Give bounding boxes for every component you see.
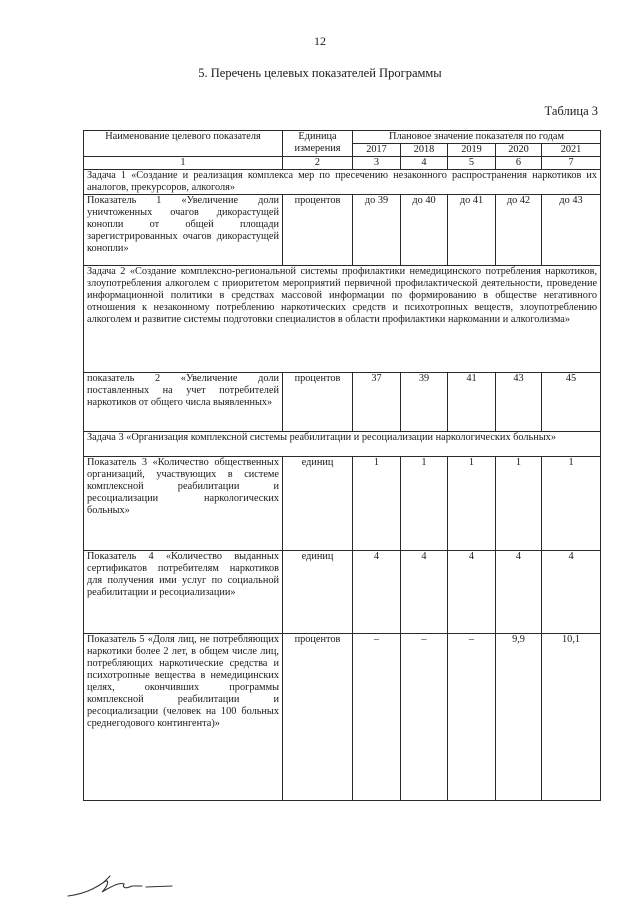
col-number: 3 bbox=[353, 157, 401, 170]
indicator-row bbox=[84, 195, 601, 266]
indicator-row bbox=[84, 373, 601, 432]
indicator-1-value: до 43 bbox=[542, 195, 601, 266]
task-row bbox=[84, 266, 601, 373]
col-plan-header: Плановое значение показателя по годам bbox=[353, 131, 601, 144]
col-number: 2 bbox=[283, 157, 353, 170]
indicator-1-value: до 41 bbox=[448, 195, 496, 266]
col-number: 1 bbox=[84, 157, 283, 170]
indicator-row bbox=[84, 457, 601, 551]
indicator-3-value: 1 bbox=[542, 457, 601, 551]
indicator-3-unit: единиц bbox=[283, 457, 353, 551]
year-cell: 2021 bbox=[542, 144, 601, 157]
indicator-5-unit: процентов bbox=[283, 634, 353, 801]
indicator-2-value: 45 bbox=[542, 373, 601, 432]
year-cell: 2019 bbox=[448, 144, 496, 157]
indicator-1-name: Показатель 1 «Увеличение доли уничтоженных очагов дикорастущей конопли от общей площади зарегистрированных очагов дикорастущей конопли» bbox=[84, 195, 283, 266]
header-row bbox=[84, 131, 601, 144]
indicator-3-name: Показатель 3 «Количество общественных организаций, участвующих в системе комплексной реабилитации и ресоциализации наркологических больных» bbox=[84, 457, 283, 551]
indicator-4-unit: единиц bbox=[283, 551, 353, 634]
indicator-5-value: 9,9 bbox=[496, 634, 542, 801]
task-2: Задача 2 «Создание комплексно-региональной системы профилактики немедицинского потребления наркотиков, злоупотребления алкоголем с приоритетом мероприятий первичной профилактической деятельности, проведение информационной политики в средствах массовой информации по формированию в обществе негативного отношения к незаконному потреблению наркотических средств и психотропных веществ, злоупотреблению алкоголем и развитие системы подготовки специалистов в области профилактики наркомании и алкоголизма» bbox=[84, 266, 601, 373]
indicator-3-value: 1 bbox=[401, 457, 448, 551]
indicator-4-value: 4 bbox=[353, 551, 401, 634]
signature-mark bbox=[66, 874, 176, 900]
task-row bbox=[84, 170, 601, 195]
indicator-1-value: до 39 bbox=[353, 195, 401, 266]
indicator-4-value: 4 bbox=[496, 551, 542, 634]
indicator-row bbox=[84, 634, 601, 801]
indicator-3-value: 1 bbox=[353, 457, 401, 551]
indicator-5-value: – bbox=[353, 634, 401, 801]
indicator-4-value: 4 bbox=[542, 551, 601, 634]
task-row bbox=[84, 432, 601, 457]
section-title: 5. Перечень целевых показателей Программы bbox=[198, 66, 442, 80]
year-cell: 2018 bbox=[401, 144, 448, 157]
indicator-4-value: 4 bbox=[448, 551, 496, 634]
indicator-5-value: 10,1 bbox=[542, 634, 601, 801]
indicator-3-value: 1 bbox=[448, 457, 496, 551]
targets-table bbox=[83, 130, 601, 801]
indicator-1-value: до 42 bbox=[496, 195, 542, 266]
page-number: 12 bbox=[314, 34, 326, 48]
indicator-4-name: Показатель 4 «Количество выданных сертификатов потребителям наркотиков для получения ими услуг по социальной реабилитации и ресоциализации» bbox=[84, 551, 283, 634]
indicator-4-value: 4 bbox=[401, 551, 448, 634]
indicator-1-value: до 40 bbox=[401, 195, 448, 266]
indicator-2-value: 41 bbox=[448, 373, 496, 432]
col-unit-header: Единица измерения bbox=[283, 131, 353, 157]
col-number: 7 bbox=[542, 157, 601, 170]
indicator-2-value: 39 bbox=[401, 373, 448, 432]
col-name-header: Наименование целевого показателя bbox=[84, 131, 283, 157]
task-3: Задача 3 «Организация комплексной системы реабилитации и ресоциализации наркологических больных» bbox=[84, 432, 601, 457]
col-number: 5 bbox=[448, 157, 496, 170]
indicator-5-name: Показатель 5 «Доля лиц, не потребляющих наркотики более 2 лет, в общем числе лиц, потребляющих наркотические средства и психотропные вещества в немедицинских целях, окончивших программы комплексной реабилитации и ресоциализации (человек на 100 больных среднегодового контингента)» bbox=[84, 634, 283, 801]
task-1: Задача 1 «Создание и реализация комплекса мер по пресечению незаконного распространения наркотиков их аналогов, прекурсоров, алкоголя» bbox=[84, 170, 601, 195]
column-numbers-row bbox=[84, 157, 601, 170]
indicator-row bbox=[84, 551, 601, 634]
indicator-2-unit: процентов bbox=[283, 373, 353, 432]
col-number: 6 bbox=[496, 157, 542, 170]
indicator-2-name: показатель 2 «Увеличение доли поставленных на учет потребителей наркотиков от общего числа выявленных» bbox=[84, 373, 283, 432]
indicator-5-value: – bbox=[401, 634, 448, 801]
indicator-3-value: 1 bbox=[496, 457, 542, 551]
indicator-2-value: 43 bbox=[496, 373, 542, 432]
indicator-5-value: – bbox=[448, 634, 496, 801]
indicator-2-value: 37 bbox=[353, 373, 401, 432]
year-cell: 2017 bbox=[353, 144, 401, 157]
year-cell: 2020 bbox=[496, 144, 542, 157]
col-number: 4 bbox=[401, 157, 448, 170]
indicator-1-unit: процентов bbox=[283, 195, 353, 266]
table-label: Таблица 3 bbox=[544, 104, 598, 118]
